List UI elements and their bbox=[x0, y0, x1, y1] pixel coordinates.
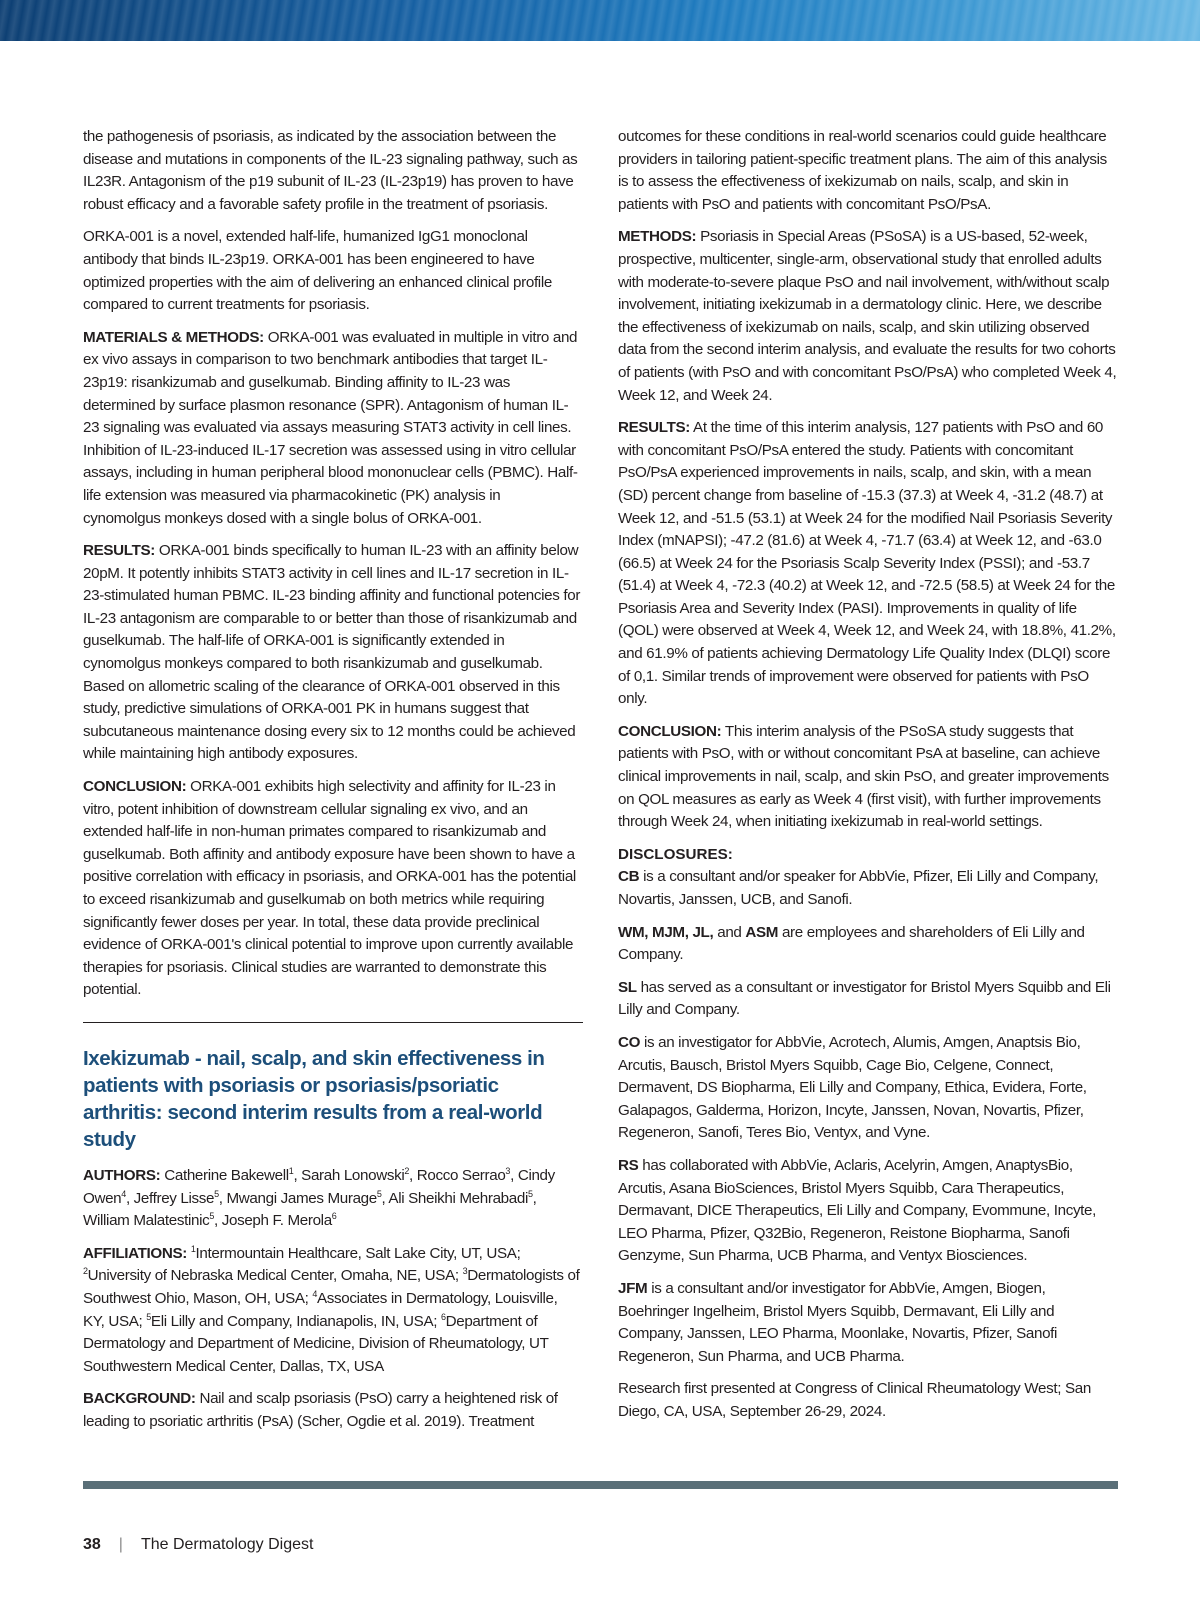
author-separator: , bbox=[409, 1166, 413, 1184]
background-label: BACKGROUND: bbox=[83, 1390, 196, 1408]
author-affiliation-number: 6 bbox=[331, 1211, 337, 1222]
disclosure-text: are employees and shareholders of Eli Lilly and Company. bbox=[618, 923, 1085, 964]
affiliation-number: 2 bbox=[83, 1266, 88, 1277]
disclosure-item bbox=[618, 866, 1118, 911]
affiliation-text: Department of Dermatology and Department of Medicine, Division of Rheumatology, UT Southwestern Medical Center, Dallas, TX, USA bbox=[83, 1312, 549, 1375]
affiliation-text: Associates in Dermatology, Louisville, KY, USA; bbox=[83, 1289, 558, 1330]
author-name: Mwangi James Murage bbox=[222, 1189, 377, 1207]
methods-paragraph bbox=[83, 327, 581, 530]
intro-paragraph-1: the pathogenesis of psoriasis, as indicated by the association between the disease and mutations in components of the IL-23 signaling pathway, such as IL23R. Antagonism of the p19 subunit of IL-23 (IL-23p19) has proven to have robust efficacy and a favorable safety profile in the treatment of psoriasis. bbox=[83, 128, 578, 213]
right-column bbox=[618, 126, 1118, 1433]
background-text: Nail and scalp psoriasis (PsO) carry a heightened risk of leading to psoriatic arthritis (PsA) (Scher, Ogdie et al. 2019). Treatment bbox=[83, 1390, 558, 1430]
author-separator: , bbox=[532, 1189, 537, 1207]
disclosure-conjunction: and bbox=[713, 923, 746, 941]
affiliation-number: 3 bbox=[462, 1266, 468, 1277]
right-methods-text: Psoriasis in Special Areas (PSoSA) is a US-based, 52-week, prospective, multicenter, single-arm, observational study that enrolled adults with moderate-to-severe plaque PsO and nail involvement, with/without scalp involvement, initiating ixekizumab in a dermatology clinic. Here, we describe the effectiveness of ixekizumab on nails, scalp, and skin utilizing observed data from the second interim analysis, and evaluate the results for two cohorts of patients (with PsO and with concomitant PsO/PsA) who completed Week 4, Week 12, and Week 24. bbox=[618, 228, 1117, 404]
footer-rule bbox=[83, 1481, 1118, 1489]
affiliation-text: University of Nebraska Medical Center, Omaha, NE, USA; bbox=[87, 1267, 463, 1285]
background-paragraph bbox=[83, 1388, 581, 1433]
methods-label: MATERIALS & METHODS: bbox=[83, 328, 264, 346]
page-footer bbox=[83, 1536, 313, 1554]
author-name: Catherine Bakewell bbox=[160, 1166, 289, 1184]
disclosure-initials: CB bbox=[618, 868, 640, 886]
right-intro-paragraph: outcomes for these conditions in real-world scenarios could guide healthcare providers in tailoring patient-specific treatment plans. The aim of this analysis is to assess the effectiveness of ixekizumab on nails, scalp, and skin in patients with PsO and patients with concomitant PsO/PsA. bbox=[618, 128, 1107, 213]
disclosure-initials: CO bbox=[618, 1033, 641, 1051]
author-affiliation-number: 5 bbox=[527, 1188, 533, 1199]
author-name: Cindy Owen bbox=[83, 1166, 555, 1207]
author-name: Sarah Lonowski bbox=[297, 1166, 405, 1184]
page-number: 38 bbox=[83, 1536, 101, 1553]
author-separator: , bbox=[381, 1189, 386, 1207]
disclosures-title: DISCLOSURES: bbox=[618, 845, 733, 863]
author-separator: , bbox=[214, 1212, 218, 1230]
affiliation-number: 6 bbox=[440, 1311, 446, 1322]
author-affiliation-number: 2 bbox=[404, 1165, 410, 1176]
author-affiliation-number: 5 bbox=[376, 1188, 382, 1199]
article-title: Ixekizumab - nail, scalp, and skin effectiveness in patients with psoriasis or psoriasis/psoriatic arthritis: second interim results from a real-world study bbox=[83, 1046, 545, 1151]
disclosure-item bbox=[618, 1155, 1118, 1268]
affiliations-label: AFFILIATIONS: bbox=[83, 1244, 187, 1262]
affiliation-number: 4 bbox=[312, 1288, 318, 1299]
affiliation-text: Eli Lilly and Company, Indianapolis, IN, USA; bbox=[150, 1312, 441, 1330]
affiliation-number: 1 bbox=[190, 1243, 196, 1254]
disclosures-list bbox=[618, 866, 1118, 1368]
right-conclusion-text: This interim analysis of the PSoSA study suggests that patients with PsO, with or without concomitant PsA at baseline, can achieve clinical improvements in nail, scalp, and skin PsO, and greater improvements on QOL measures as early as Week 4 (first visit), with further improvements through Week 24, when initiating ixekizumab in real-world settings. bbox=[618, 722, 1109, 831]
affiliations-list bbox=[83, 1245, 579, 1375]
right-methods-label: METHODS: bbox=[618, 228, 697, 246]
presented-note: Research first presented at Congress of Clinical Rheumatology West; San Diego, CA, USA, September 26-29, 2024. bbox=[618, 1380, 1091, 1420]
author-separator: , bbox=[218, 1189, 223, 1207]
disclosure-item bbox=[618, 977, 1118, 1022]
author-affiliation-number: 5 bbox=[214, 1188, 219, 1199]
disclosure-initials: WM, MJM, JL, bbox=[618, 923, 714, 941]
authors-paragraph bbox=[83, 1165, 581, 1233]
disclosure-text: has collaborated with AbbVie, Aclaris, Acelyrin, Amgen, AnaptysBio, Arcutis, Asana BioSciences, Bristol Myers Squibb, Cara Therapeutics, Dermavant, DICE Therapeutics, Eli Lilly and Company, Evommune, Incyte, LEO Pharma, Pfizer, Q32Bio, Regeneron, Reistone Biopharma, Sanofi Genzyme, Sun Pharma, UCB Pharma, and Ventyx Biosciences. bbox=[618, 1156, 1097, 1265]
right-results-paragraph bbox=[618, 417, 1118, 711]
author-name: Jeffrey Lisse bbox=[129, 1189, 215, 1207]
author-separator: , bbox=[510, 1166, 514, 1184]
disclosure-text: has served as a consultant or investigator for Bristol Myers Squibb and Eli Lilly and Company. bbox=[618, 978, 1111, 1019]
results-text: ORKA-001 binds specifically to human IL-23 with an affinity below 20pM. It potently inhibits STAT3 activity in cell lines and IL-17 secretion in IL-23-stimulated human PBMC. IL-23 binding affinity and functional potencies for IL-23 antagonism are comparable to or better than those of risankizumab and guselkumab. The half-life of ORKA-001 is significantly extended in cynomolgus monkeys compared to both risankizumab and guselkumab. Based on allometric scaling of the clearance of ORKA-001 observed in this study, predictive simulations of ORKA-001 PK in humans suggest that subcutaneous maintenance dosing every six to 12 months could be achieved while maintaining high antibody exposures. bbox=[83, 542, 581, 763]
author-affiliation-number: 5 bbox=[209, 1211, 214, 1222]
disclosure-item bbox=[618, 922, 1118, 967]
authors-label: AUTHORS: bbox=[83, 1166, 161, 1184]
conclusion-paragraph bbox=[83, 776, 581, 1002]
disclosure-text: is a consultant and/or investigator for AbbVie, Amgen, Biogen, Boehringer Ingelheim, Bristol Myers Squibb, Dermavant, Eli Lilly and Company, Janssen, LEO Pharma, Moonlake, Novartis, Pfizer, Sanofi Regeneron, Sun Pharma, and UCB Pharma. bbox=[618, 1279, 1058, 1365]
right-conclusion-label: CONCLUSION: bbox=[618, 722, 722, 740]
disclosure-item bbox=[618, 1032, 1118, 1145]
section-divider bbox=[83, 1022, 583, 1023]
results-label: RESULTS: bbox=[83, 542, 156, 560]
conclusion-text: ORKA-001 exhibits high selectivity and affinity for IL-23 in vitro, potent inhibition of downstream cellular signaling ex vivo, and an extended half-life in non-human primates compared to risankizumab and guselkumab. Both affinity and antibody exposure have been shown to have a positive correlation with efficacy in psoriasis, and ORKA-001 has the potential to exceed risankizumab and guselkumab on both metrics while requiring significantly fewer doses per year. In total, these data provide preclinical evidence of ORKA-001's clinical potential to improve upon currently available therapies for psoriasis. Clinical studies are warranted to demonstrate this potential. bbox=[83, 778, 576, 999]
affiliation-text: Intermountain Healthcare, Salt Lake City, UT, USA; bbox=[195, 1244, 521, 1262]
right-results-label: RESULTS: bbox=[618, 419, 691, 437]
disclosure-text: is an investigator for AbbVie, Acrotech, Alumis, Amgen, Anaptsis Bio, Arcutis, Bausch, Bristol Myers Squibb, Cage Bio, Celgene, Connect, Dermavent, DS Biopharma, Eli Lilly and Company, Ethica, Evidera, Forte, Galapagos, Galderma, Horizon, Incyte, Janssen, Novan, Novartis, Pfizer, Regeneron, Sanofi, Teres Bio, Ventyx, and Vyne. bbox=[618, 1033, 1087, 1142]
author-separator: , bbox=[293, 1166, 298, 1184]
author-affiliation-number: 1 bbox=[288, 1165, 294, 1176]
methods-text: ORKA-001 was evaluated in multiple in vitro and ex vivo assays in comparison to two benchmark antibodies that target IL-23p19: risankizumab and guselkumab. Binding affinity to IL-23 was determined by surface plasmon resonance (SPR). Antagonism of human IL-23 signaling was evaluated via assays measuring STAT3 activity in cell lines. Inhibition of IL-23-induced IL-17 secretion was assessed using in vitro cellular assays, including in human peripheral blood mononuclear cells (PBMC). Half-life extension was measured via pharmacokinetic (PK) analysis in cynomolgus monkeys dosed with a single bolus of ORKA-001. bbox=[83, 328, 578, 527]
results-paragraph bbox=[83, 540, 581, 766]
author-name: Rocco Serrao bbox=[412, 1166, 506, 1184]
left-column bbox=[83, 126, 581, 1444]
intro-paragraph-2: ORKA-001 is a novel, extended half-life, humanized IgG1 monoclonal antibody that binds IL-23p19. ORKA-001 has been engineered to have optimized properties with the aim of delivering an enhanced clinical profile compared to current treatments for psoriasis. bbox=[83, 228, 552, 314]
disclosure-initials: SL bbox=[618, 978, 637, 996]
right-results-text: At the time of this interim analysis, 127 patients with PsO and 60 with concomitant PsO/PsA entered the study. Patients with concomitant PsO/PsA experienced improvements in nails, scalp, and skin, with a mean (SD) percent change from baseline of -15.3 (37.3) at Week 4, -31.2 (48.7) at Week 12, and -51.5 (53.1) at Week 24 for the modified Nail Psoriasis Severity Index (mNAPSI); -47.2 (81.6) at Week 4, -71.7 (63.4) at Week 12, and -63.0 (66.5) at Week 24 for the Psoriasis Scalp Severity Index (PSSI); and -53.7 (51.4) at Week 4, -72.3 (40.2) at Week 12, and -72.5 (58.5) at Week 24 for the Psoriasis Area and Severity Index (PASI). Improvements in quality of life (QOL) were observed at Week 4, Week 12, and Week 24, with 18.8%, 41.2%, and 61.9% of patients achieving Dermatology Life Quality Index (DLQI) score of 0,1. Similar trends of improvement were observed for patients with PsO only. bbox=[618, 419, 1116, 708]
author-separator: , bbox=[125, 1189, 130, 1207]
affiliations-paragraph bbox=[83, 1243, 581, 1379]
right-methods-paragraph bbox=[618, 226, 1118, 407]
right-conclusion-paragraph bbox=[618, 721, 1118, 834]
disclosure-initials: JFM bbox=[618, 1279, 648, 1297]
disclosure-initials: RS bbox=[618, 1156, 639, 1174]
conclusion-label: CONCLUSION: bbox=[83, 778, 187, 796]
disclosure-initials: ASM bbox=[745, 923, 779, 941]
footer-separator: | bbox=[118, 1536, 123, 1553]
author-affiliation-number: 3 bbox=[505, 1165, 511, 1176]
affiliation-text: Dermatologists of Southwest Ohio, Mason, OH, USA; bbox=[83, 1267, 580, 1307]
ocean-header-banner bbox=[0, 0, 1200, 41]
affiliation-number: 5 bbox=[146, 1311, 151, 1322]
publication-name: The Dermatology Digest bbox=[140, 1536, 314, 1553]
author-affiliation-number: 4 bbox=[121, 1188, 126, 1199]
disclosure-text: is a consultant and/or speaker for AbbVie, Pfizer, Eli Lilly and Company, Novartis, Janssen, UCB, and Sanofi. bbox=[618, 868, 1099, 908]
author-name: William Malatestinic bbox=[83, 1212, 210, 1230]
author-name: Joseph F. Merola bbox=[217, 1212, 332, 1230]
author-name: Ali Sheikhi Mehrabadi bbox=[385, 1189, 528, 1207]
disclosure-item bbox=[618, 1278, 1118, 1368]
